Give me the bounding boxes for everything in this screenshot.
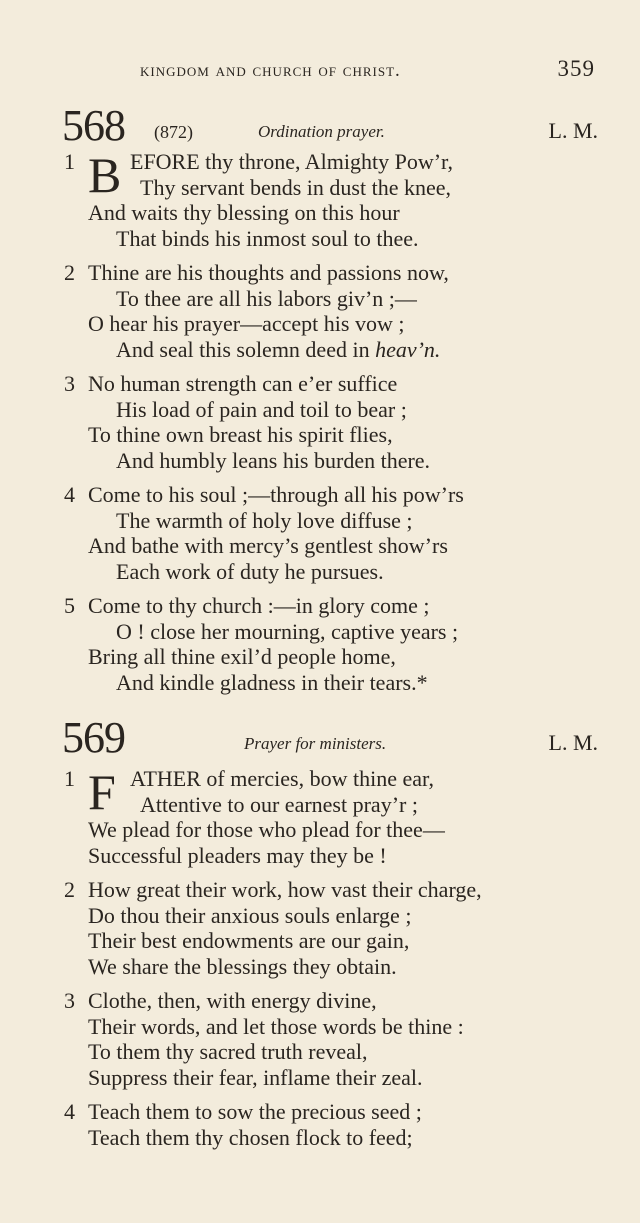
stanza-line: And bathe with mercy’s gentlest show’rs bbox=[88, 533, 448, 558]
stanza-number: 4 bbox=[64, 1099, 75, 1124]
stanza-number: 2 bbox=[64, 877, 75, 902]
running-head bbox=[140, 56, 595, 82]
stanza-line: Clothe, then, with energy divine, bbox=[88, 988, 377, 1013]
stanza-line: That binds his inmost soul to thee. bbox=[116, 225, 419, 251]
stanza-line: No human strength can e’er suffice bbox=[88, 371, 398, 396]
stanza-number: 1 bbox=[64, 149, 75, 174]
stanza-line bbox=[116, 337, 440, 363]
stanza-line: O hear his prayer—accept his vow ; bbox=[88, 311, 405, 336]
hymn-569-stanza-1 bbox=[64, 766, 604, 868]
hymn-meter: L. M. bbox=[548, 118, 598, 143]
stanza-line: To them thy sacred truth reveal, bbox=[88, 1039, 368, 1064]
hymn-568-stanza-2 bbox=[64, 260, 604, 362]
stanza-number: 3 bbox=[64, 371, 75, 396]
stanza-line: And kindle gladness in their tears.* bbox=[116, 669, 428, 695]
hymn-subject: Prayer for ministers. bbox=[244, 734, 387, 753]
stanza-line: Their words, and let those words be thine : bbox=[88, 1013, 464, 1039]
hymn-569-stanza-3 bbox=[64, 988, 604, 1090]
hymn-568-stanza-3 bbox=[64, 371, 604, 473]
stanza-line-italic: heav’n. bbox=[375, 336, 441, 362]
stanza-line: Come to thy church :—in glory come ; bbox=[88, 593, 430, 618]
stanza-number: 3 bbox=[64, 988, 75, 1013]
stanza-line: Teach them thy chosen flock to feed; bbox=[88, 1124, 413, 1150]
stanza-line: Each work of duty he pursues. bbox=[116, 558, 384, 584]
stanza-number: 5 bbox=[64, 593, 75, 618]
stanza-line: Do thou their anxious souls enlarge ; bbox=[88, 902, 412, 928]
hymn-568-header bbox=[62, 101, 598, 152]
stanza-line: Thine are his thoughts and passions now, bbox=[88, 260, 449, 285]
stanza-line: EFORE thy throne, Almighty Pow’r, bbox=[130, 149, 454, 174]
stanza-line: How great their work, how vast their charge, bbox=[88, 877, 482, 902]
running-head-title: kingdom and church of christ. bbox=[140, 60, 401, 81]
stanza-line: Their best endowments are our gain, bbox=[88, 928, 410, 953]
stanza-line: His load of pain and toil to bear ; bbox=[116, 396, 407, 422]
hymn-meter: L. M. bbox=[548, 730, 598, 755]
stanza-line: To thine own breast his spirit flies, bbox=[88, 422, 393, 447]
stanza-line: Bring all thine exil’d people home, bbox=[88, 644, 396, 669]
stanza-line: Suppress their fear, inflame their zeal. bbox=[88, 1064, 423, 1090]
stanza-line: And humbly leans his burden there. bbox=[116, 447, 431, 473]
stanza-line: Come to his soul ;—through all his pow’rs bbox=[88, 482, 464, 507]
stanza-line: The warmth of holy love diffuse ; bbox=[116, 507, 413, 533]
stanza-number: 4 bbox=[64, 482, 75, 507]
stanza-line: Thy servant bends in dust the knee, bbox=[140, 174, 451, 200]
drop-cap: F bbox=[88, 764, 116, 820]
stanza-line: O ! close her mourning, captive years ; bbox=[116, 618, 459, 644]
stanza-line-text: And seal this solemn deed in bbox=[116, 336, 370, 362]
hymn-subject: Ordination prayer. bbox=[258, 122, 385, 141]
hymn-568-stanza-4 bbox=[64, 482, 604, 584]
stanza-number: 1 bbox=[64, 766, 75, 791]
hymn-568-stanza-5 bbox=[64, 593, 604, 695]
hymn-569-stanza-4 bbox=[64, 1099, 604, 1150]
stanza-line: We share the blessings they obtain. bbox=[88, 953, 397, 979]
hymn-568-stanza-1 bbox=[64, 149, 604, 251]
hymn-569-stanza-2 bbox=[64, 877, 604, 979]
stanza-line: Teach them to sow the precious seed ; bbox=[88, 1099, 422, 1124]
stanza-number: 2 bbox=[64, 260, 75, 285]
hymn-alt-number: (872) bbox=[154, 122, 193, 142]
stanza-line: Successful pleaders may they be ! bbox=[88, 842, 387, 868]
stanza-line: To thee are all his labors giv’n ;— bbox=[116, 285, 417, 311]
hymn-569-header bbox=[62, 713, 598, 764]
hymn-number: 569 bbox=[62, 713, 125, 762]
stanza-line: We plead for those who plead for thee— bbox=[88, 817, 445, 842]
stanza-line: And waits thy blessing on this hour bbox=[88, 200, 400, 225]
drop-cap: B bbox=[88, 147, 122, 203]
page-number: 359 bbox=[557, 56, 595, 81]
hymn-number: 568 bbox=[62, 101, 125, 150]
stanza-line: Attentive to our earnest pray’r ; bbox=[140, 791, 418, 817]
stanza-line: ATHER of mercies, bow thine ear, bbox=[130, 766, 434, 791]
